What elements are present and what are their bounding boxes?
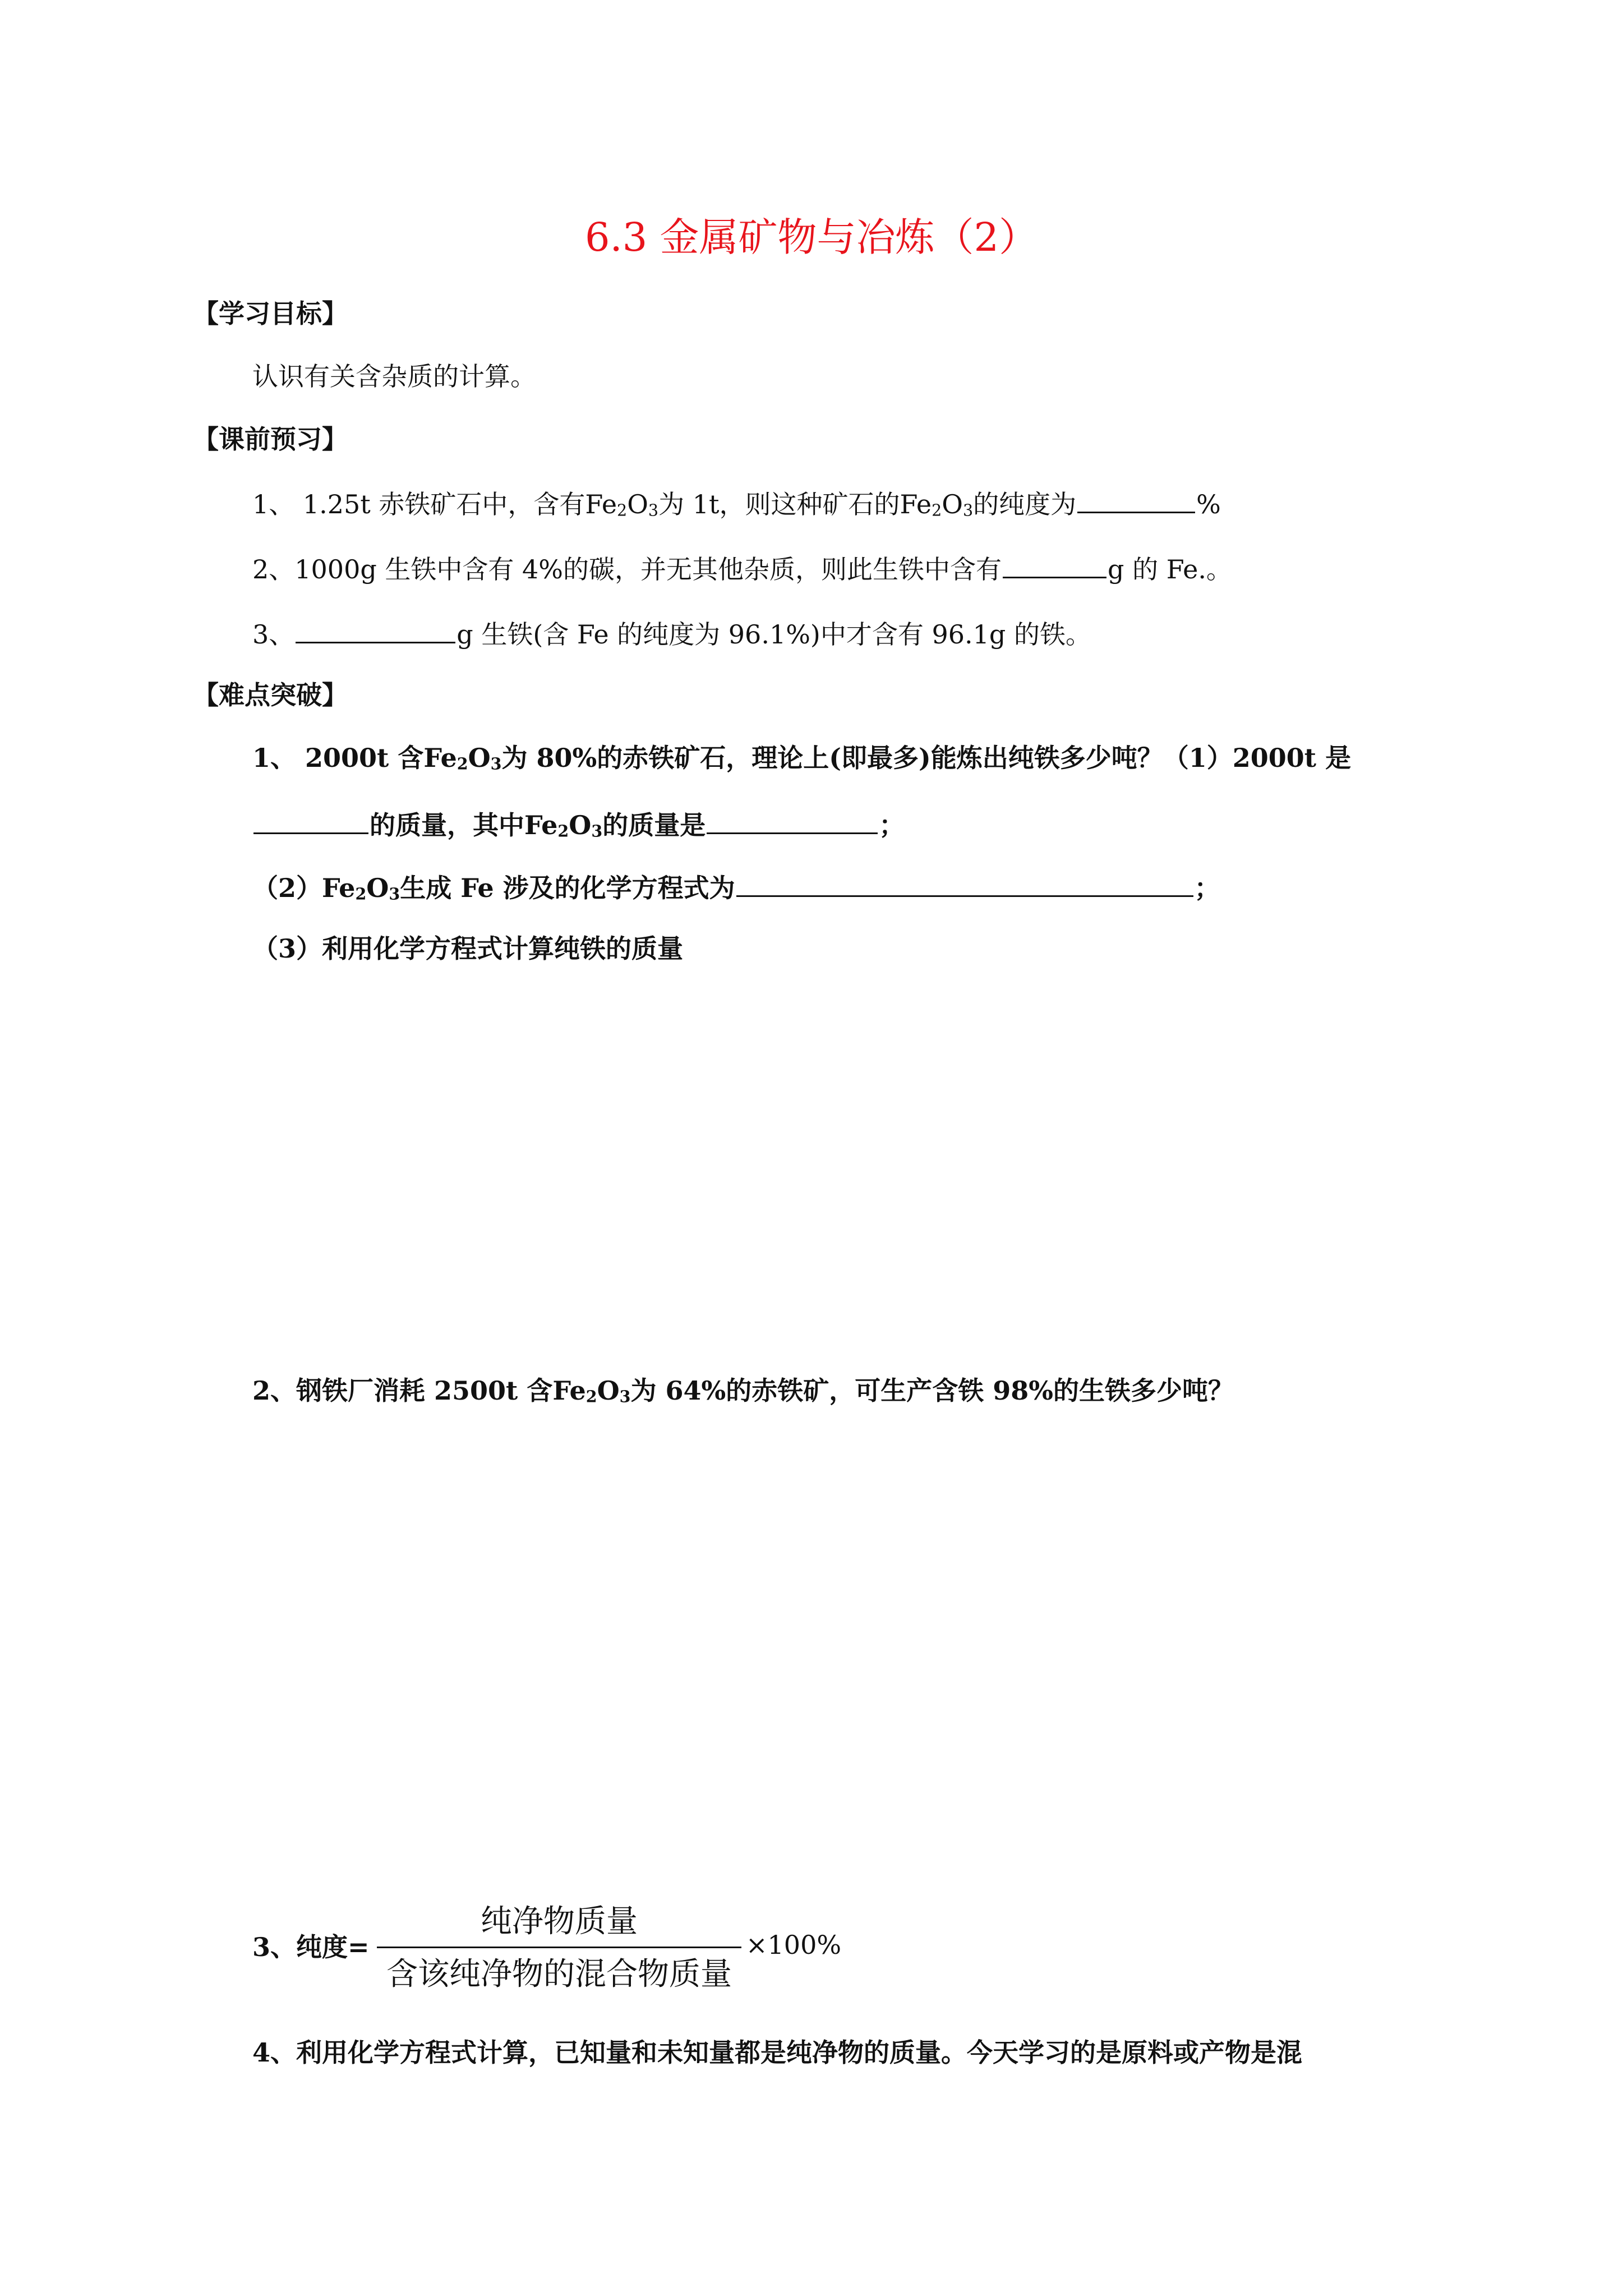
problem-4: 4、利用化学方程式计算，已知量和未知量都是纯净物的质量。今天学习的是原料或产物是混	[252, 2037, 1303, 2068]
problem-2: 2、钢铁厂消耗 2500t 含$Fe_2O_3$为 64%的赤铁矿，可生产含铁 98%的生铁多少吨？	[252, 1375, 1234, 1406]
problem-1-line-3: $(2)Fe_2O_3$生成 Fe 涉及的化学方程式为 ；	[252, 873, 1220, 904]
q1-text-b: 为 1t，则这种矿石的	[658, 489, 900, 519]
q1-text-d: %	[1196, 489, 1221, 519]
q1-text-c: 的纯度为	[973, 489, 1077, 519]
formula-fe2o3: $Fe_2O_3$	[423, 743, 502, 774]
formula-fe2o3: $Fe_2O_3$	[552, 1375, 631, 1406]
formula-fe2o3: $Fe_2O_3$	[322, 873, 400, 904]
answer-blank[interactable]	[296, 619, 455, 643]
purity-suffix: ×100%	[746, 1930, 842, 1960]
preview-question-2	[252, 554, 1232, 585]
formula-fe2o3: $Fe_2O_3$	[900, 489, 974, 520]
problem-1-line-2: 的质量，其中$Fe_2O_3$的质量是 ；	[252, 810, 905, 838]
answer-blank[interactable]	[1077, 489, 1195, 513]
purity-label: 3、纯度=	[252, 1932, 370, 1962]
formula-fe2o3: $Fe_2O_3$	[585, 489, 659, 520]
q3-text-b: g 生铁(含 Fe 的纯度为 96.1%)中才含有 96.1g 的铁。	[457, 619, 1091, 650]
page-title: 6.3 金属矿物与冶炼（2）	[584, 214, 1039, 260]
fraction-bar	[377, 1947, 741, 1948]
preview-question-3	[252, 619, 1091, 650]
preview-question-1	[252, 489, 1221, 520]
formula-fe2o3: $Fe_2O_3$	[524, 810, 603, 841]
objectives-text: 认识有关含杂质的计算。	[252, 361, 536, 392]
fraction-numerator: 纯净物质量	[481, 1903, 638, 1940]
q3-text-a: 3、	[252, 619, 295, 650]
preview-heading: 【课前预习】	[193, 424, 348, 454]
answer-blank[interactable]	[736, 873, 1193, 897]
problem-1-line-4: （3）利用化学方程式计算纯铁的质量	[252, 933, 684, 964]
fraction-denominator: 含该纯净物的混合物质量	[386, 1956, 732, 1993]
answer-blank[interactable]	[253, 810, 368, 834]
difficulty-heading: 【难点突破】	[193, 680, 348, 710]
answer-blank[interactable]	[1003, 554, 1106, 578]
problem-1-line-1: 1、 2000t 含$Fe_2O_3$为 80%的赤铁矿石，理论上(即最多)能炼出纯铁多少吨？（1）2000t 是	[252, 743, 1352, 774]
objectives-heading: 【学习目标】	[193, 298, 348, 329]
q2-text-b: g 的 Fe.。	[1108, 554, 1232, 585]
q1-text-a: 1、 1.25t 赤铁矿石中，含有	[252, 489, 585, 519]
q2-text-a: 2、1000g 生铁中含有 4%的碳，并无其他杂质，则此生铁中含有	[252, 554, 1002, 585]
answer-blank[interactable]	[707, 810, 878, 834]
